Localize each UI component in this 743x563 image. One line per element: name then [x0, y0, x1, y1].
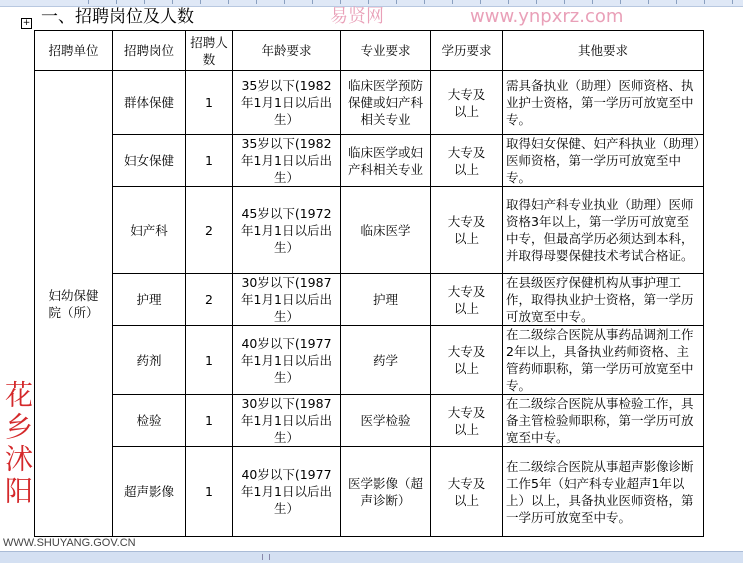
- header-row: [35, 31, 704, 71]
- age-cell: 45岁以下(1972年1月1日以后出生）: [233, 187, 341, 274]
- education-cell: 大专及以上: [431, 326, 503, 395]
- count-cell: 1: [186, 135, 233, 187]
- education-cell: 大专及以上: [431, 447, 503, 537]
- unit-cell: 妇幼保健院（所）: [35, 71, 113, 537]
- ruler-tick: [228, 0, 229, 4]
- header-cell: 招聘单位: [35, 31, 113, 71]
- table-row: [35, 71, 704, 135]
- count-cell: 1: [186, 71, 233, 135]
- ruler-tick: [620, 0, 621, 4]
- ruler-tick: [452, 0, 453, 4]
- ruler-tick: [536, 0, 537, 4]
- post-cell: 超声影像: [113, 447, 186, 537]
- major-cell: 临床医学预防保健或妇产科相关专业: [341, 71, 431, 135]
- count-cell: 1: [186, 395, 233, 447]
- major-cell: 临床医学或妇产科相关专业: [341, 135, 431, 187]
- section-title: 一、招聘岗位及人数: [41, 7, 194, 27]
- ruler-tick: [88, 0, 89, 4]
- post-cell: 护理: [113, 274, 186, 326]
- table-row: [35, 187, 704, 274]
- ruler-tick: [144, 0, 145, 4]
- ruler-tick: [368, 0, 369, 4]
- education-cell: 大专及以上: [431, 135, 503, 187]
- ruler-tick: [564, 0, 565, 4]
- other-requirements-cell: 在二级综合医院从事检验工作，具备主管检验师职称，第一学历可放宽至中专。: [503, 395, 704, 447]
- table-row: [35, 326, 704, 395]
- table-move-handle-icon[interactable]: +: [22, 18, 31, 28]
- age-cell: 35岁以下(1982年1月1日以后出生）: [233, 71, 341, 135]
- age-cell: 35岁以下(1982年1月1日以后出生）: [233, 135, 341, 187]
- ruler-tick: [340, 0, 341, 4]
- count-cell: 1: [186, 447, 233, 537]
- post-cell: 群体保健: [113, 71, 186, 135]
- header-cell: 专业要求: [341, 31, 431, 71]
- other-requirements-cell: 取得妇产科专业执业（助理）医师资格3年以上，第一学历可放宽至中专，但最高学历必须达到本科，并取得母婴保健技术考试合格证。: [503, 187, 704, 274]
- age-cell: 40岁以下(1977年1月1日以后出生）: [233, 447, 341, 537]
- education-cell: 大专及以上: [431, 274, 503, 326]
- post-cell: 妇女保健: [113, 135, 186, 187]
- table-row: [35, 395, 704, 447]
- ruler-tick: [116, 0, 117, 4]
- other-requirements-cell: 需具备执业（助理）医师资格、执业护士资格，第一学历可放宽至中专。: [503, 71, 704, 135]
- ruler-tick: [480, 0, 481, 4]
- watermark-text: www.ynpxrz.com: [470, 6, 624, 27]
- major-cell: 医学检验: [341, 395, 431, 447]
- ruler-tick: [648, 0, 649, 4]
- post-cell: 药剂: [113, 326, 186, 395]
- other-requirements-cell: 取得妇女保健、妇产科执业（助理）医师资格，第一学历可放宽至中专。: [503, 135, 704, 187]
- table-row: [35, 135, 704, 187]
- post-cell: 检验: [113, 395, 186, 447]
- post-cell: 妇产科: [113, 187, 186, 274]
- ruler-tick: [200, 0, 201, 4]
- major-cell: 医学影像（超声诊断）: [341, 447, 431, 537]
- ruler-tick: [676, 0, 677, 4]
- education-cell: 大专及以上: [431, 71, 503, 135]
- ruler-tick: [424, 0, 425, 4]
- major-cell: 临床医学: [341, 187, 431, 274]
- other-requirements-cell: 在二级综合医院从事药品调剂工作2年以上，具备执业药师资格、主管药师职称，第一学历可放宽至中专。: [503, 326, 704, 395]
- scroll-grip-icon: [262, 554, 270, 560]
- age-cell: 30岁以下(1987年1月1日以后出生）: [233, 274, 341, 326]
- count-cell: 1: [186, 326, 233, 395]
- header-cell: 其他要求: [503, 31, 704, 71]
- ruler-tick: [508, 0, 509, 4]
- education-cell: 大专及以上: [431, 187, 503, 274]
- age-cell: 40岁以下(1977年1月1日以后出生）: [233, 326, 341, 395]
- major-cell: 药学: [341, 326, 431, 395]
- ruler-tick: [396, 0, 397, 4]
- site-watermark: WWW.SHUYANG.GOV.CN: [3, 537, 136, 549]
- count-cell: 2: [186, 187, 233, 274]
- ruler-tick: [256, 0, 257, 4]
- other-requirements-cell: 在二级综合医院从事超声影像诊断工作5年（妇产科专业超声1年以上）以上，具备执业医师资格，第一学历可放宽至中专。: [503, 447, 704, 537]
- other-requirements-cell: 在县级医疗保健机构从事护理工作，取得执业护士资格，第一学历可放宽至中专。: [503, 274, 704, 326]
- header-cell: 招聘人数: [186, 31, 233, 71]
- ruler-tick: [312, 0, 313, 4]
- recruitment-table: [34, 30, 704, 537]
- logo-watermark: 花乡沭阳: [1, 380, 34, 508]
- count-cell: 2: [186, 274, 233, 326]
- header-cell: 招聘岗位: [113, 31, 186, 71]
- ruler-tick: [172, 0, 173, 4]
- ruler-tick: [284, 0, 285, 4]
- ruler-tick: [704, 0, 705, 4]
- ruler-tick: [592, 0, 593, 4]
- header-cell: 年龄要求: [233, 31, 341, 71]
- watermark-text: 易贤网: [330, 6, 384, 27]
- horizontal-scrollbar[interactable]: [0, 551, 743, 563]
- major-cell: 护理: [341, 274, 431, 326]
- ruler-tick: [732, 0, 733, 4]
- age-cell: 30岁以下(1987年1月1日以后出生）: [233, 395, 341, 447]
- table-row: [35, 274, 704, 326]
- table-row: [35, 447, 704, 537]
- education-cell: 大专及以上: [431, 395, 503, 447]
- header-cell: 学历要求: [431, 31, 503, 71]
